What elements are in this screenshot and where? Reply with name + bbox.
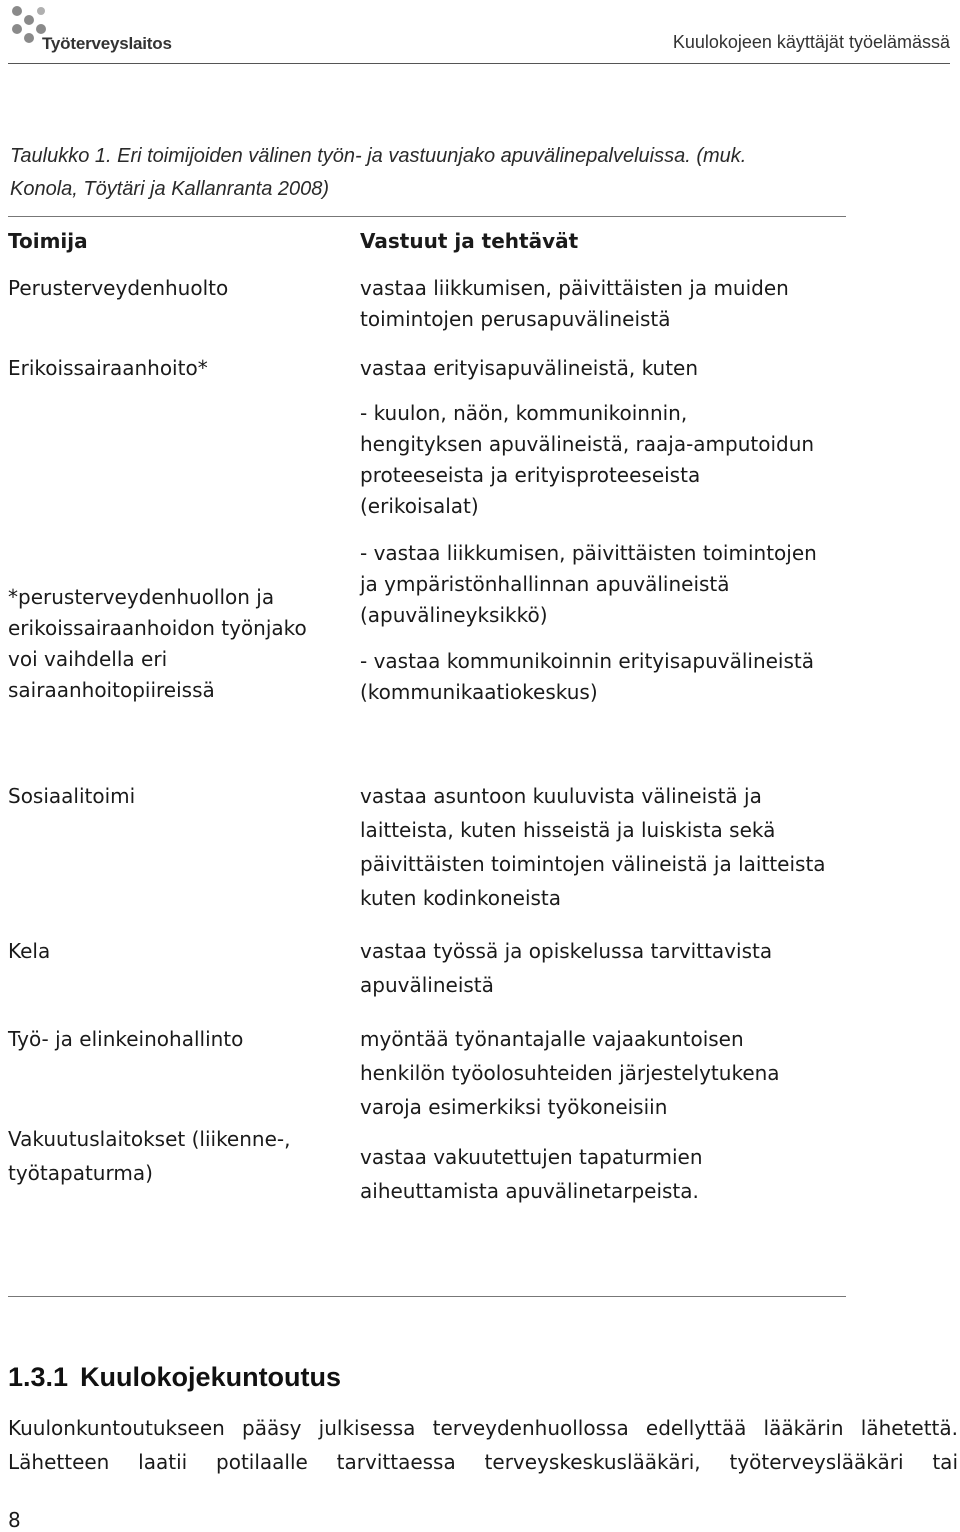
duties-cell [360,779,850,915]
duty-line: - vastaa liikkumisen, päivittäisten toimintojen [360,541,817,565]
duty-line: (apuvälineyksikkö) [360,603,548,627]
duty-line: myöntää työnantajalle vajaakuntoisen [360,1027,744,1051]
duty-line: ja ympäristönhallinnan apuvälineistä [360,572,730,596]
table-top-rule [8,216,846,217]
actor-cell: Kela [8,939,51,963]
duty-line: - vastaa kommunikoinnin erityisapuvälineistä [360,649,815,673]
duty-line: hengityksen apuvälineistä, raaja-amputoidun [360,432,815,456]
duties-cell [360,538,850,631]
logo-text: Työterveyslaitos [42,34,172,53]
duty-line: - kuulon, näön, kommunikoinnin, [360,401,688,425]
footnote-line: erikoissairaanhoidon työnjako [8,616,307,640]
caption-line: Konola, Töytäri ja Kallanranta 2008) [10,178,330,200]
duty-line: vastaa erityisapuvälineistä, kuten [360,356,699,380]
actor-cell [8,1122,338,1190]
duties-cell [360,934,850,1002]
table-footnote [8,582,338,706]
duty-line: vastaa liikkumisen, päivittäisten ja muiden [360,276,789,300]
section-title: Kuulokojekuntoutus [80,1362,342,1392]
duty-line: kuten kodinkoneista [360,886,562,910]
duty-line: apuvälineistä [360,973,494,997]
duties-cell [360,273,850,335]
duties-cell [360,1022,850,1124]
section-number: 1.3.1 [8,1362,69,1392]
duty-line: (erikoisalat) [360,494,479,518]
duties-cell [360,353,850,384]
duties-cell [360,646,850,708]
duty-line: henkilön työolosuhteiden järjestelytukena [360,1061,780,1085]
duty-line: (kommunikaatiokeskus) [360,680,598,704]
duty-line: vastaa vakuutettujen tapaturmien [360,1145,703,1169]
actor-cell: Työ- ja elinkeinohallinto [8,1027,244,1051]
column-header-duties: Vastuut ja tehtävät [360,229,579,253]
duty-line: päivittäisten toimintojen välineistä ja laitteista [360,852,826,876]
duties-cell [360,1140,850,1208]
footnote-line: sairaanhoitopiireissä [8,678,215,702]
actor-line: työtapaturma) [8,1161,153,1185]
header-divider [8,63,950,64]
duty-line: vastaa asuntoon kuuluvista välineistä ja [360,784,762,808]
paragraph-line: Kuulonkuntoutukseen pääsy julkisessa terveydenhuollossa edellyttää lääkärin lähetettä. [8,1416,958,1440]
caption-line: Taulukko 1. Eri toimijoiden välinen työn- ja vastuunjako apuvälinepalveluissa. (muk. [10,145,747,167]
footnote-line: voi vaihdella eri [8,647,168,671]
running-title: Kuulokojeen käyttäjät työelämässä [672,32,950,52]
actor-cell: Sosiaalitoimi [8,784,136,808]
page-number: 8 [8,1508,21,1532]
duty-line: toimintojen perusapuvälineistä [360,307,671,331]
duty-line: aiheuttamista apuvälinetarpeista. [360,1179,699,1203]
table-caption [10,140,910,206]
actor-cell: Erikoissairaanhoito* [8,356,208,380]
duty-line: laitteista, kuten hisseistä ja luiskista sekä [360,818,776,842]
actor-line: Vakuutuslaitokset (liikenne-, [8,1127,291,1151]
paragraph-line: Lähetteen laatii potilaalle tarvittaessa terveyskeskuslääkäri, työterveyslääkäri tai [8,1450,958,1474]
duty-line: varoja esimerkiksi työkoneisiin [360,1095,668,1119]
duty-line: vastaa työssä ja opiskelussa tarvittavista [360,939,773,963]
table-bottom-rule [8,1296,846,1297]
column-header-actor: Toimija [8,229,88,253]
footnote-line: *perusterveydenhuollon ja [8,585,275,609]
duty-line: proteeseista ja erityisproteeseista [360,463,701,487]
institution-logo [8,4,178,56]
duties-cell [360,398,850,522]
actor-cell: Perusterveydenhuolto [8,276,229,300]
section-heading [8,1362,341,1393]
